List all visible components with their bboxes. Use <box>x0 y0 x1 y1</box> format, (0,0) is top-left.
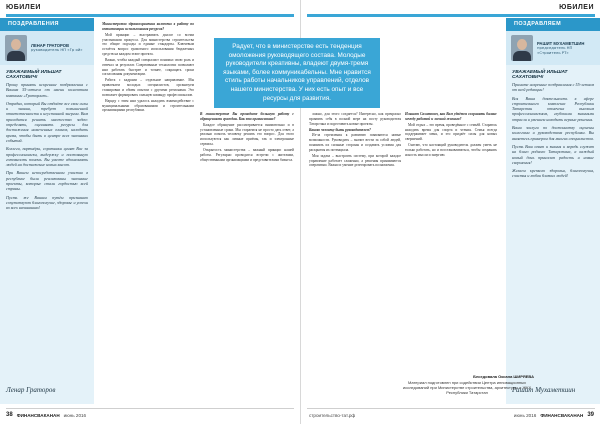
signature-left: Ленар Граторов <box>6 386 56 394</box>
greeting-paragraph: Прошу принять искренние поздравления с Вашим 55-летием от имени коллектива компании «Граторлит». <box>6 82 88 98</box>
section-title-right: ЮБИЛЕИ <box>559 4 594 11</box>
greeting-paragraph: Ваши заслуги по достоинству оценены коллегами и руководством республики. Вы являетесь примером для многих специалистов. <box>512 125 594 141</box>
article-paragraph: Наряду с этим нам удалось наладить взаимодействие с муниципальными образованиями и строительными организациями республики. <box>102 98 194 113</box>
article-paragraph: Считаю, что настоящий руководитель должен уметь не только работать, но и восстанавливаться, чтобы сохранять ясность мысли и энергию. <box>405 143 497 157</box>
article-paragraph: Моя задача – выстроить систему, при которой каждое управление работает слаженно, а решения принимаются оперативно. Важно и умение делегировать полномочия. <box>309 153 401 168</box>
website-link[interactable]: строительство-тат.рф <box>309 413 356 418</box>
sidebar-heading-right: ПОЗДРАВЛЯЕМ <box>506 18 600 31</box>
article-caption <box>400 374 534 395</box>
person-role-left: руководитель НП «Гр ой» <box>31 47 83 53</box>
greeting-sidebar-right <box>506 18 600 404</box>
signature-right: Рашит Мухаметшин <box>512 386 576 394</box>
article-paragraph: Мой отдых – это время, проведённое с семьёй. Стараюсь находить время для спорта и чтения. Семья всегда поддерживает меня, и это придаёт силы для новых свершений. <box>405 122 497 142</box>
magazine-brand-right: ФИНАНСВАКАНАН <box>540 412 584 418</box>
article-paragraph: Открытость министерства – важный принцип нашей работы. Регулярно проводятся встречи с жителями, общественными организациями и представителями бизнеса. <box>200 147 294 162</box>
greeting-title-left: УВАЖАЕМЫЙ ИЛЬШАТ САХАТОВИЧ! <box>6 70 62 80</box>
article-paragraph: Работа с кадрами – отдельное направление. Мы привлекаем молодых специалистов, организуем стажировки и обмен опытом с другими регионами. Это позволяет формировать сильную команду профессионалов. <box>102 78 194 97</box>
person-name-left: ЛЕНАР ГРАТОРОВ <box>31 43 70 49</box>
article-question: Каково человеку быть руководителем? <box>309 127 371 132</box>
person-name-right: РАШИТ МУХАМЕТШИН <box>537 40 585 46</box>
portrait-photo-left <box>5 35 27 61</box>
issue-date-left: июнь 2016 <box>63 412 87 418</box>
interviewer-credit: Беседовала Оксана ШИРЯЕВА <box>473 374 534 379</box>
article-paragraph: Из-за стремления к развитию появляются новые возможности. Руководить – значит вести за собой людей, понимать их сильные стороны и создавать условия для раскрытия их потенциала. <box>309 133 401 152</box>
article-column-right-1 <box>309 112 401 370</box>
greeting-sidebar-left <box>0 18 94 404</box>
pull-quote <box>214 38 380 108</box>
page-number-left: 38 <box>6 412 13 418</box>
greeting-paragraph: Коллеги, партнёры, соратники ценят Вас за профессионализм, выдержку и постоянную готовность помочь. Вы умеете вдохновлять людей на достижение новых высот. <box>6 146 88 168</box>
top-rule-left <box>6 14 294 17</box>
pull-quote-text: Радует, что в министерстве есть тенденция омоложения руководящего состава. Молодые руководители креативны, владеют двумя-тремя языками, более коммуникабельны. Мне нравится стиль работы начальников управлений, отделов нашего министерства. У них есть опыт и все ресурсы для развития. <box>223 43 371 102</box>
greeting-paragraph: Примите искренние поздравления с 55-летием от всей редакции! <box>512 82 594 93</box>
article-paragraph: ложно, для этого создается? Интересно, как прекрасно проявить себя в полной мере на посту руководителя Татарстана и подготовить новые проекты. <box>309 112 401 126</box>
portrait-photo-right <box>511 35 533 61</box>
material-note: Материал подготовлен при содействии Центра инновационных исследований при Министерстве строительства, архитектуры и ЖКХ Республики Татарстан <box>402 380 532 395</box>
greeting-paragraph: При Вашем непосредственном участии в республике были реализованы значимые проекты, которые стали гордостью всей страны. <box>6 170 88 192</box>
magazine-brand-left: ФИНАНСВАКАНАН <box>16 412 60 418</box>
greeting-paragraph: Желаем крепкого здоровья, благополучия, счастья и любви близких людей! <box>512 168 594 179</box>
article-paragraph: Мой принцип – выстраивать диалог со всеми участниками процесса. Для министерства строительства это общие подходы и единые стандарты. Ключевым остаётся вопрос грамотного использования бюджетных средств на каждом этапе проекта. <box>102 32 194 57</box>
article-question: Ильшат Сахатович, как Вам удаётся сохранять баланс между работой и личной жизнью? <box>405 112 497 121</box>
greeting-title-right: УВАЖАЕМЫЙ ИЛЬШАТ САХАТОВИЧ! <box>512 70 568 80</box>
greeting-paragraph: Отрадно, который Вы отдаёте все свои силы и знания, требует повышенной ответственности и неустанной энергии. Вам приходится решать множество задач: определять, оценивать ресурсы для достижения намеченных планов, находить время, чтобы быть в центре всех значимых событий. <box>6 100 88 143</box>
top-rule-right <box>307 14 595 17</box>
page-number-right: 39 <box>587 412 594 418</box>
article-question: Министерство здравоохранения включено в работу по оптимизации использования ресурсов? <box>102 22 194 31</box>
article-column-right-2 <box>405 112 497 370</box>
greeting-paragraph: Пусть же Вашим путём признанию сопутствуют благополучие, здоровье и успехи во всех начинаниях! <box>6 194 88 211</box>
person-role-right: председатель НП «Строитель РТ» <box>537 45 573 55</box>
sidebar-heading-left: ПОЗДРАВЛЕНИЯ <box>0 18 94 31</box>
issue-date-right: июнь 2016 <box>513 412 537 418</box>
greeting-paragraph: Вся Ваша деятельность в сфере строительного комплекса Республики Татарстан отмечена высоким профессионализмом, глубокими знаниями отрасли и умением находить верные решения. <box>512 95 594 122</box>
footer-rule-left <box>6 408 294 409</box>
article-column-left-1 <box>102 22 194 404</box>
article-paragraph: Каждое обращение рассматривается внимательно и в установленные сроки. Мы стараемся не просто дать ответ, а реально помочь человеку решить его вопрос. Для этого используются как личные приёмы, так и электронные сервисы. <box>200 122 294 147</box>
sidebar-person-left <box>0 31 94 65</box>
greeting-text-left <box>0 82 94 211</box>
greeting-text-right <box>506 82 600 179</box>
article-column-left-2 <box>200 112 294 404</box>
article-paragraph: Важно, чтобы каждый специалист понимал свою роль и отвечал за результат. Современные технологии позволяют нам работать быстрее и точнее, сокращать сроки согласования документации. <box>102 57 194 77</box>
sidebar-person-right <box>506 31 600 65</box>
footer-rule-right <box>307 408 595 409</box>
article-question: В министерстве Вы проводите большую работу с обращениями граждан. Как это организовано? <box>200 112 294 121</box>
greeting-paragraph: Пусть Ваш опыт и знания и впредь служат на благо родного Татарстана, а каждый новый день приносит радость и новые свершения! <box>512 143 594 165</box>
footer-left <box>6 412 86 418</box>
section-title-left: ЮБИЛЕИ <box>6 4 41 11</box>
footer-right <box>514 412 594 418</box>
